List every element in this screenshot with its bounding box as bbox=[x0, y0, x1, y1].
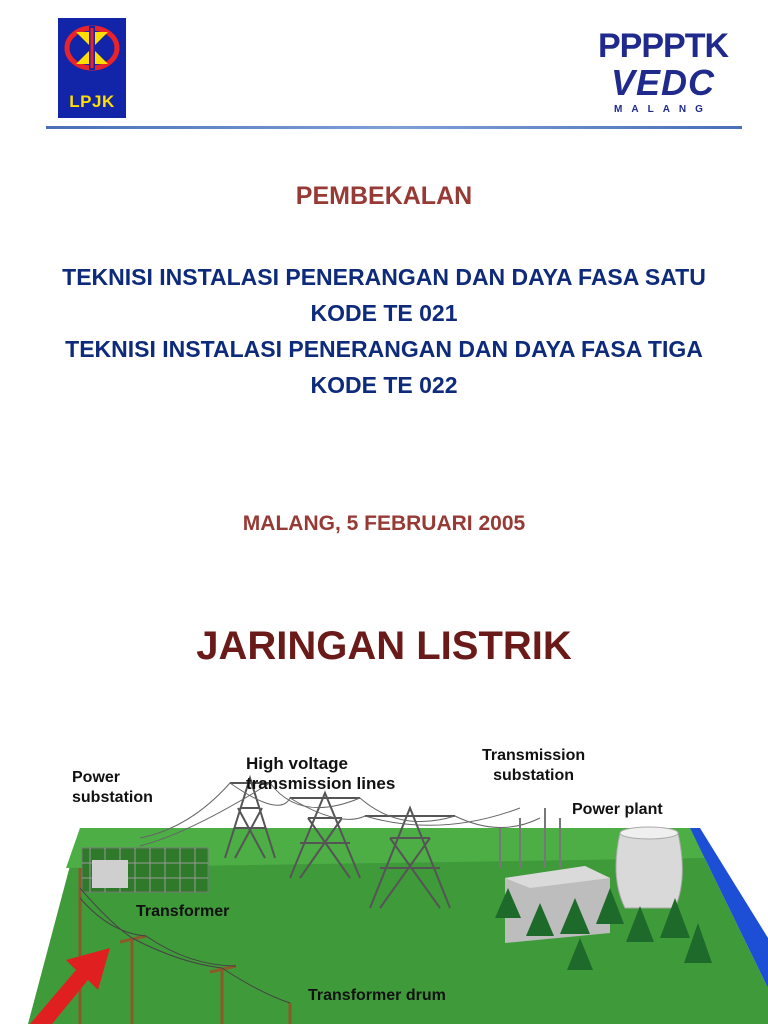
power-grid-illustration bbox=[0, 738, 768, 1024]
date-location: MALANG, 5 FEBRUARI 2005 bbox=[242, 512, 526, 535]
header-divider bbox=[46, 126, 742, 129]
label-transmission-substation bbox=[482, 746, 585, 786]
vedc-logo-line1: PPPPTK bbox=[598, 27, 729, 65]
course-line-4: KODE TE 022 bbox=[310, 372, 458, 398]
heading: PEMBEKALAN bbox=[295, 182, 473, 210]
vedc-logo-line3: MALANG bbox=[614, 104, 712, 115]
label-transmission-substation-l2: substation bbox=[493, 767, 575, 784]
label-power-substation-l2: substation bbox=[72, 789, 153, 806]
label-transformer-drum: Transformer drum bbox=[308, 987, 446, 1004]
label-transmission-substation-l1: Transmission bbox=[482, 747, 586, 764]
vedc-logo-line2: VEDC bbox=[610, 62, 716, 103]
label-transformer: Transformer bbox=[136, 903, 230, 920]
vedc-logo bbox=[598, 28, 728, 118]
label-power-substation bbox=[72, 768, 153, 808]
subject-title: JARINGAN LISTRIK bbox=[196, 624, 572, 668]
course-line-2: KODE TE 021 bbox=[310, 300, 458, 326]
label-power-plant: Power plant bbox=[572, 801, 663, 818]
label-high-voltage bbox=[246, 754, 395, 794]
cooling-tower bbox=[616, 833, 682, 908]
lpjk-logo bbox=[58, 18, 126, 118]
lpjk-logo-text: LPJK bbox=[69, 92, 115, 111]
substation-equipment bbox=[92, 860, 128, 888]
label-high-voltage-l2: transmission lines bbox=[246, 774, 396, 793]
label-high-voltage-l1: High voltage bbox=[246, 754, 349, 773]
label-power-substation-l1: Power bbox=[72, 769, 121, 786]
course-line-1: TEKNISI INSTALASI PENERANGAN DAN DAYA FASA SATU bbox=[62, 264, 706, 290]
lpjk-emblem-icon bbox=[58, 18, 126, 88]
course-line-3: TEKNISI INSTALASI PENERANGAN DAN DAYA FASA TIGA bbox=[65, 336, 703, 362]
